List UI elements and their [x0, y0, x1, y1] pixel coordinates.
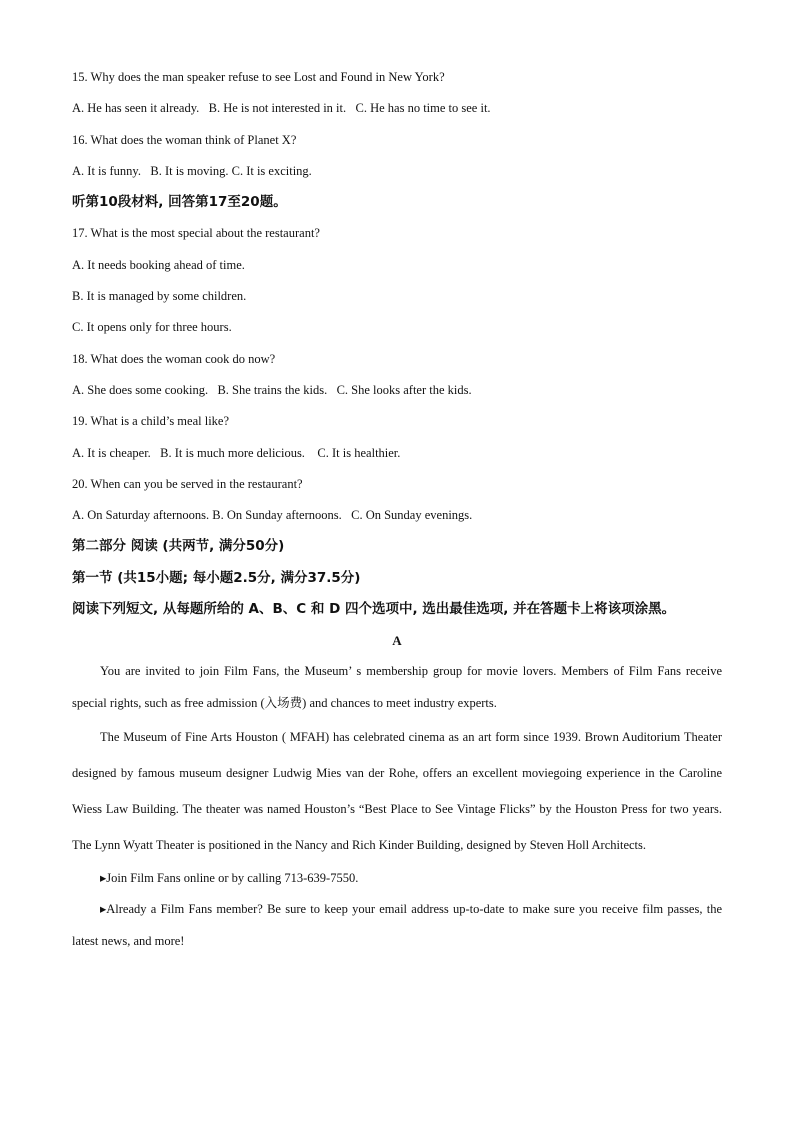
question-17: 17. What is the most special about the restaurant?	[72, 226, 320, 241]
passage-paragraph-1: You are invited to join Film Fans, the Museum’ s membership group for movie lovers. Members of Film Fans receive special rights, such as free admission (入场费) and chances to meet industry experts.	[72, 664, 722, 710]
question-19-options: A. It is cheaper. B. It is much more delicious. C. It is healthier.	[72, 445, 401, 460]
reading-instructions: 阅读下列短文, 从每题所给的 A、B、C 和 D 四个选项中, 选出最佳选项, 并在答题卡上将该项涂黑。	[72, 601, 676, 618]
passage-label: A	[392, 633, 402, 649]
question-17-option-a: A. It needs booking ahead of time.	[72, 257, 245, 272]
question-18: 18. What does the woman cook do now?	[72, 351, 276, 366]
question-20: 20. When can you be served in the restaurant?	[72, 476, 303, 491]
question-18-options: A. She does some cooking. B. She trains the kids. C. She looks after the kids.	[72, 382, 472, 397]
reading-section-title: 第一节 (共15小题; 每小题2.5分, 满分37.5分)	[72, 569, 361, 586]
question-15: 15. Why does the man speaker refuse to see Lost and Found in New York?	[72, 70, 445, 84]
question-17-option-b: B. It is managed by some children.	[72, 289, 247, 304]
reading-part-title: 第二部分 阅读 (共两节, 满分50分)	[72, 538, 285, 555]
question-17-option-c: C. It opens only for three hours.	[72, 320, 232, 335]
question-19: 19. What is a child’s meal like?	[72, 414, 230, 429]
passage-bullet-1: ▸Join Film Fans online or by calling 713-639-7550.	[100, 870, 359, 885]
section-10-heading: 听第10段材料, 回答第17至20题。	[72, 194, 287, 211]
question-20-options: A. On Saturday afternoons. B. On Sunday afternoons. C. On Sunday evenings.	[72, 508, 473, 523]
question-16: 16. What does the woman think of Planet X?	[72, 132, 297, 147]
question-15-options: A. He has seen it already. B. He is not interested in it. C. He has no time to see it.	[72, 101, 491, 116]
passage-bullet-2: ▸Already a Film Fans member? Be sure to keep your email address up-to-date to make sure you receive film passes, the latest news, and more!	[72, 902, 722, 948]
passage-paragraph-2: The Museum of Fine Arts Houston ( MFAH) has celebrated cinema as an art form since 1939. Brown Auditorium Theater designed by famous museum designer Ludwig Mies van der Rohe, offers an excellent moviegoing experience in the Caroline Wiess Law Building. The theater was named Houston’s “Best Place to See Vintage Flicks” by the Houston Press for two years. The Lynn Wyatt Theater is positioned in the Nancy and Rich Kinder Building, designed by Steven Holl Architects.	[72, 729, 722, 852]
question-16-options: A. It is funny. B. It is moving. C. It is exciting.	[72, 163, 312, 178]
exam-page	[72, 62, 722, 957]
